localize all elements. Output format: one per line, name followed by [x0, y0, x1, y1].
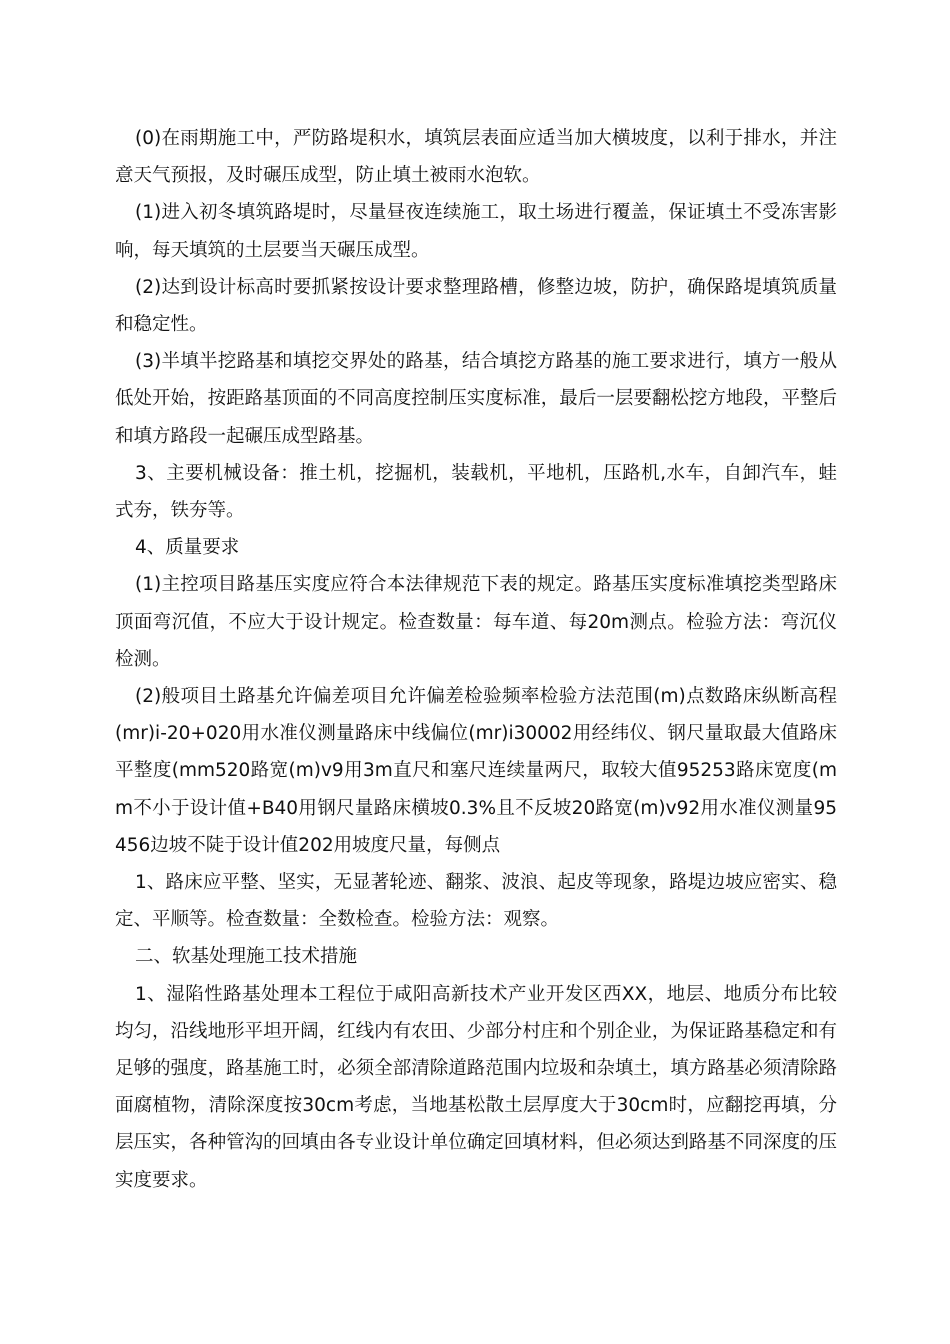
- paragraph-half-fill-half-cut: (3)半填半挖路基和填挖交界处的路基，结合填挖方路基的施工要求进行，填方一般从低处开始，按距路基顶面的不同高度控制压实度标准，最后一层要翻松挖方地段，平整后和填方路段一起碾压成型路基。: [115, 351, 837, 447]
- paragraph-subgrade-surface: 1、路床应平整、坚实，无显著轮迹、翻浆、波浪、起皮等现象，路堤边坡应密实、稳定、平顺等。检查数量：全数检查。检验方法：观察。: [115, 872, 837, 931]
- paragraph-main-control-items: (1)主控项目路基压实度应符合本法律规范下表的规定。路基压实度标准填挖类型路床顶面弯沉值，不应大于设计规定。检查数量：每车道、每20m测点。检验方法：弯沉仪检测。: [115, 574, 837, 670]
- heading-soft-foundation: 二、软基处理施工技术措施: [135, 946, 358, 968]
- paragraph-rainy-season: (0)在雨期施工中，严防路堤积水，填筑层表面应适当加大横坡度，以利于排水，并注意天气预报，及时碾压成型，防止填土被雨水泡软。: [115, 128, 837, 187]
- document-page: [115, 120, 837, 1199]
- paragraph-general-items: (2)般项目土路基允许偏差项目允许偏差检验频率检验方法范围(m)点数路床纵断高程(mr)i-20+020用水准仪测量路床中线偏位(mr)i30002用经纬仪、钢尺量取最大值路床平整度(mm520路宽(m)v9用3m直尺和塞尺连续量两尺，取较大值95253路床宽度(mm不小于设计值+B40用钢尺量路床横坡0.3%且不反坡20路宽(m)v92用水准仪测量95456边坡不陡于设计值202用坡度尺量，每侧点: [115, 686, 837, 856]
- paragraph-main-equipment: 3、主要机械设备：推土机，挖掘机，装载机，平地机，压路机,水车，自卸汽车，蛙式夯，铁夯等。: [115, 462, 837, 522]
- paragraph-design-elevation: (2)达到设计标高时要抓紧按设计要求整理路槽，修整边坡，防护，确保路堤填筑质量和稳定性。: [115, 276, 837, 336]
- paragraph-early-winter: (1)进入初冬填筑路堤时，尽量昼夜连续施工，取土场进行覆盖，保证填土不受冻害影响，每天填筑的土层要当天碾压成型。: [115, 202, 837, 261]
- heading-quality-requirements: 4、质量要求: [135, 537, 240, 559]
- paragraph-collapsible-loess: 1、湿陷性路基处理本工程位于咸阳高新技术产业开发区西XX，地层、地质分布比较均匀，沿线地形平坦开阔，红线内有农田、少部分村庄和个别企业，为保证路基稳定和有足够的强度，路基施工时，必须全部清除道路范围内垃圾和杂填土，填方路基必须清除路面腐植物，清除深度按30cm考虑，当地基松散土层厚度大于30cm时，应翻挖再填，分层压实，各种管沟的回填由各专业设计单位确定回填材料，但必须达到路基不同深度的压实度要求。: [115, 983, 837, 1191]
